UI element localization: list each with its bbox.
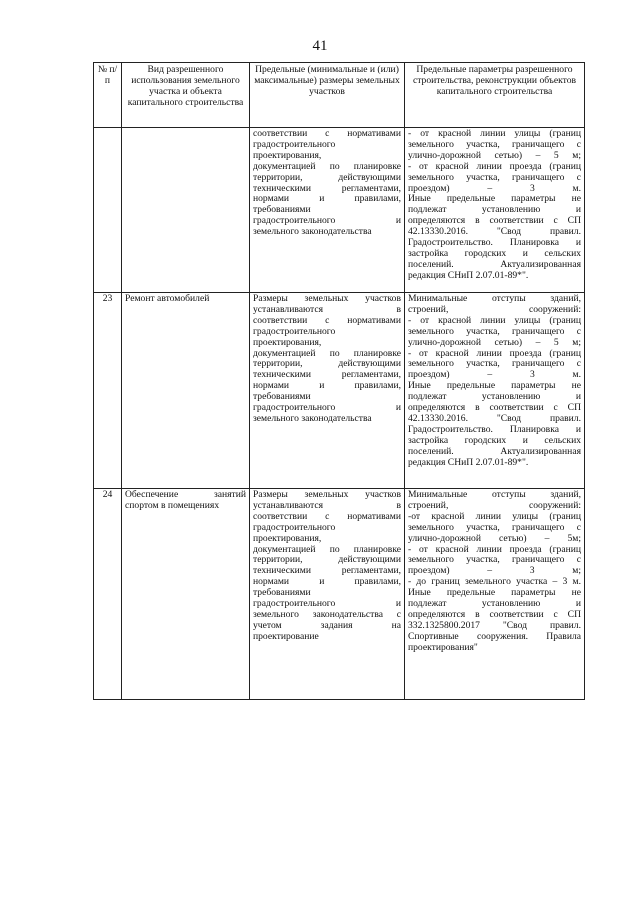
text-line: проектирование [253,630,319,642]
text-line: застройка городских и сельских [408,434,581,446]
text-line: определяются в соответствии с СП [408,402,581,414]
text-line: земельного участка, граничащего с [408,554,581,566]
text-line: застройка городских и сельских [408,247,581,259]
text-line: улично-дорожной сетью) – 5м; [408,532,581,544]
row-build-params [405,128,585,293]
text-line: Минимальные отступы зданий, [408,293,581,304]
text-line: подлежат установлению и [408,391,581,403]
text-line: проездом) – 3 м. [408,182,581,194]
text-line: редакция СНиП 2.07.01-89*". [408,269,529,281]
row-number: 23 [94,293,122,489]
text-line: проездом) – 3 м. [408,369,581,381]
text-line: 42.13330.2016. "Свод правил. [408,226,581,238]
text-line: Иные предельные параметры не [408,380,581,392]
row-build-params [405,489,585,700]
text-line: поселений. Актуализированная [408,445,581,457]
text-line: подлежат установлению и [408,598,581,610]
text-line: Размеры земельных участков [253,293,401,304]
text-line: - от красной линии проезда (границ [408,543,581,555]
text-line: требованиями [253,391,311,403]
table-row [94,489,585,700]
text-line: улично-дорожной сетью) – 5 м; [408,149,581,161]
text-line: земельного законодательства с [253,608,401,620]
text-line: - от красной линии улицы (границ [408,128,581,139]
regulations-table [93,62,585,700]
header-number: № п/п [94,63,122,128]
row-use-type [122,489,250,700]
text-line: земельного участка, граничащего с [408,138,581,150]
text-line: проектирования, [253,149,322,161]
text-line: Градостроительство. Планировка и [408,237,581,249]
text-line: определяются в соответствии с СП [408,608,581,620]
text-line: техническими регламентами, [253,182,401,194]
text-line: учетом задания на [253,619,401,631]
text-line: земельного участка, граничащего с [408,358,581,370]
text-line: документацией по планировке [253,160,401,172]
text-line: Иные предельные параметры не [408,193,581,205]
row-plot-size [250,489,405,700]
text-line: документацией по планировке [253,543,401,555]
row-number [94,128,122,293]
text-line: требованиями [253,587,311,599]
row-number: 24 [94,489,122,700]
text-line: градостроительного и [253,598,401,610]
header-build-params: Предельные параметры разрешенного строительства, реконструкции объектов капитального строительства [405,63,585,128]
text-line: нормами и правилами, [253,193,401,205]
text-line: градостроительного [253,138,336,150]
text-line: проектирования, [253,336,322,348]
text-line: земельного законодательства [253,412,372,424]
text-line: градостроительного [253,521,336,533]
text-line: земельного участка, граничащего с [408,521,581,533]
text-line: улично-дорожной сетью) – 5 м; [408,336,581,348]
row-use-type: Ремонт автомобилей [122,293,250,489]
text-line: - от красной линии проезда (границ [408,160,581,172]
text-line: требованиями [253,204,311,216]
text-line: соответствии с нормативами [253,510,401,522]
text-line: устанавливаются в [253,303,401,315]
text-line: градостроительного [253,325,336,337]
row-build-params [405,293,585,489]
text-line: устанавливаются в [253,499,401,511]
text-line: подлежат установлению и [408,204,581,216]
text-line: соответствии с нормативами [253,128,401,139]
text-line: - до границ земельного участка – 3 м. [408,576,581,588]
text-line: техническими регламентами, [253,565,401,577]
text-line: 332.1325800.2017 "Свод правил. [408,619,581,631]
text-line: Минимальные отступы зданий, [408,489,581,500]
text-line: Иные предельные параметры не [408,587,581,599]
text-line: спортом в помещениях [125,499,220,511]
header-use-type: Вид разрешенного использования земельного участка и объекта капитального строительства [122,63,250,128]
table-header-row [94,63,585,128]
text-line: Спортивные сооружения. Правила [408,630,581,642]
row-plot-size [250,293,405,489]
text-line: Размеры земельных участков [253,489,401,500]
text-line: соответствии с нормативами [253,314,401,326]
text-line: Обеспечение занятий [125,489,246,500]
text-line: документацией по планировке [253,347,401,359]
row-use-type [122,128,250,293]
text-line: 42.13330.2016. "Свод правил. [408,412,581,424]
text-line: строений, сооружений: [408,499,581,511]
text-line: - от красной линии проезда (границ [408,347,581,359]
text-line: редакция СНиП 2.07.01-89*". [408,456,529,468]
row-plot-size [250,128,405,293]
header-plot-size: Предельные (минимальные и (или) максимальные) размеры земельных участков [250,63,405,128]
text-line: проектирования, [253,532,322,544]
text-line: нормами и правилами, [253,576,401,588]
text-line: проектирования" [408,641,478,653]
text-line: градостроительного и [253,402,401,414]
text-line: поселений. Актуализированная [408,258,581,270]
text-line: строений, сооружений: [408,303,581,315]
table-row [94,293,585,489]
text-line: - от красной линии улицы (границ [408,314,581,326]
text-line: техническими регламентами, [253,369,401,381]
page-number: 41 [312,38,328,54]
text-line: -от красной линии улицы (границ [408,510,581,522]
text-line: территории, действующими [253,554,401,566]
text-line: территории, действующими [253,171,401,183]
text-line: определяются в соответствии с СП [408,215,581,227]
text-line: градостроительного и [253,215,401,227]
text-line: проездом) – 3 м; [408,565,581,577]
text-line: земельного участка, граничащего с [408,325,581,337]
text-line: земельного участка, граничащего с [408,171,581,183]
text-line: территории, действующими [253,358,401,370]
text-line: Градостроительство. Планировка и [408,423,581,435]
table-row [94,128,585,293]
text-line: земельного законодательства [253,226,372,238]
text-line: нормами и правилами, [253,380,401,392]
